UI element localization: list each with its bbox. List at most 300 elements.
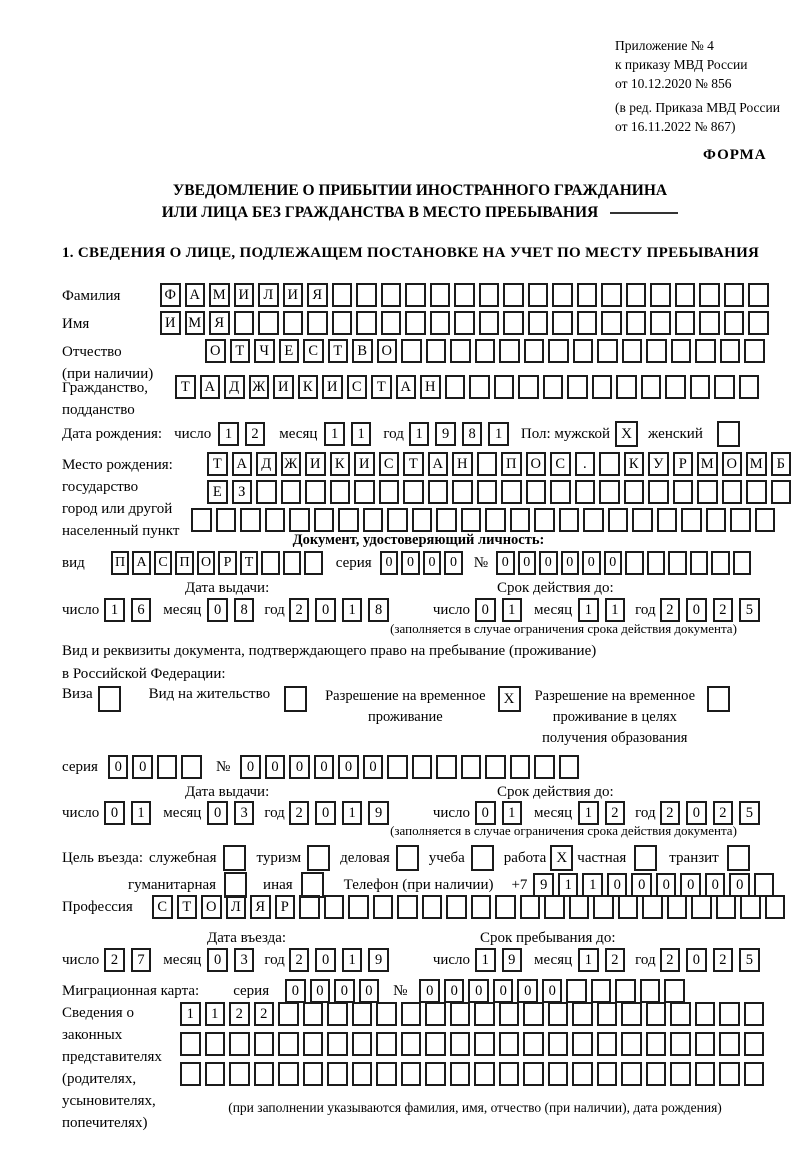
char-cell[interactable]: З: [232, 480, 253, 504]
char-cell[interactable]: [376, 1002, 397, 1026]
char-cell[interactable]: [528, 283, 549, 307]
char-cell[interactable]: [552, 283, 573, 307]
char-cell[interactable]: [265, 508, 286, 532]
char-cell[interactable]: [229, 1062, 250, 1086]
char-cell[interactable]: [599, 452, 620, 476]
char-cell[interactable]: [450, 339, 471, 363]
char-cell[interactable]: [446, 895, 467, 919]
char-cell[interactable]: [258, 311, 279, 335]
char-cell[interactable]: 0: [423, 551, 442, 575]
doc-issue-month-cells[interactable]: [207, 598, 260, 622]
char-cell[interactable]: [191, 508, 212, 532]
char-cell[interactable]: [278, 1062, 299, 1086]
char-cell[interactable]: [744, 1062, 765, 1086]
char-cell[interactable]: [601, 283, 622, 307]
char-cell[interactable]: 0: [493, 979, 514, 1003]
char-cell[interactable]: [572, 1032, 593, 1056]
char-cell[interactable]: 8: [368, 598, 389, 622]
char-cell[interactable]: 2: [289, 598, 310, 622]
char-cell[interactable]: [550, 480, 571, 504]
char-cell[interactable]: [454, 283, 475, 307]
char-cell[interactable]: [229, 1032, 250, 1056]
char-cell[interactable]: [597, 1032, 618, 1056]
char-cell[interactable]: [240, 508, 261, 532]
char-cell[interactable]: [401, 1002, 422, 1026]
char-cell[interactable]: А: [200, 375, 221, 399]
char-cell[interactable]: [624, 480, 645, 504]
char-cell[interactable]: К: [330, 452, 351, 476]
char-cell[interactable]: [569, 895, 590, 919]
char-cell[interactable]: И: [273, 375, 294, 399]
char-cell[interactable]: [461, 508, 482, 532]
char-cell[interactable]: [744, 1002, 765, 1026]
char-cell[interactable]: [327, 1002, 348, 1026]
char-cell[interactable]: [403, 480, 424, 504]
char-cell[interactable]: [518, 375, 539, 399]
char-cell[interactable]: П: [501, 452, 522, 476]
char-cell[interactable]: Л: [258, 283, 279, 307]
char-cell[interactable]: 2: [660, 801, 681, 825]
char-cell[interactable]: [376, 1062, 397, 1086]
char-cell[interactable]: 1: [578, 948, 599, 972]
char-cell[interactable]: [450, 1002, 471, 1026]
char-cell[interactable]: [632, 508, 653, 532]
char-cell[interactable]: [494, 375, 515, 399]
char-cell[interactable]: [278, 1032, 299, 1056]
char-cell[interactable]: [499, 1032, 520, 1056]
residence-permit-checkbox[interactable]: [284, 686, 307, 712]
char-cell[interactable]: [754, 873, 775, 897]
char-cell[interactable]: 1: [342, 598, 363, 622]
char-cell[interactable]: [746, 480, 767, 504]
char-cell[interactable]: [695, 1032, 716, 1056]
char-cell[interactable]: Ф: [160, 283, 181, 307]
char-cell[interactable]: 0: [444, 551, 463, 575]
doc-issue-year-cells[interactable]: [289, 598, 395, 622]
char-cell[interactable]: [657, 508, 678, 532]
char-cell[interactable]: [216, 508, 237, 532]
char-cell[interactable]: [599, 480, 620, 504]
char-cell[interactable]: 0: [289, 755, 310, 779]
char-cell[interactable]: 2: [660, 598, 681, 622]
char-cell[interactable]: [577, 283, 598, 307]
char-cell[interactable]: [524, 339, 545, 363]
rvp-number-cells[interactable]: [240, 755, 583, 779]
char-cell[interactable]: [724, 283, 745, 307]
char-cell[interactable]: [234, 311, 255, 335]
char-cell[interactable]: [436, 755, 457, 779]
char-cell[interactable]: П: [175, 551, 194, 575]
char-cell[interactable]: [733, 551, 752, 575]
char-cell[interactable]: [281, 480, 302, 504]
char-cell[interactable]: [583, 508, 604, 532]
char-cell[interactable]: Е: [279, 339, 300, 363]
char-cell[interactable]: [646, 1062, 667, 1086]
char-cell[interactable]: [332, 283, 353, 307]
phone-cells[interactable]: [533, 873, 778, 897]
rvp-issue-year-cells[interactable]: [289, 801, 395, 825]
char-cell[interactable]: [730, 508, 751, 532]
char-cell[interactable]: 0: [108, 755, 129, 779]
char-cell[interactable]: М: [746, 452, 767, 476]
birthplace-cells-row1[interactable]: [207, 452, 795, 476]
char-cell[interactable]: [289, 508, 310, 532]
char-cell[interactable]: 0: [561, 551, 580, 575]
char-cell[interactable]: А: [232, 452, 253, 476]
char-cell[interactable]: [180, 1032, 201, 1056]
char-cell[interactable]: [405, 311, 426, 335]
char-cell[interactable]: С: [152, 895, 173, 919]
char-cell[interactable]: [254, 1062, 275, 1086]
char-cell[interactable]: [307, 311, 328, 335]
char-cell[interactable]: 0: [207, 948, 228, 972]
char-cell[interactable]: 2: [713, 801, 734, 825]
char-cell[interactable]: [697, 480, 718, 504]
char-cell[interactable]: [722, 480, 743, 504]
char-cell[interactable]: [621, 1032, 642, 1056]
char-cell[interactable]: [618, 895, 639, 919]
char-cell[interactable]: [719, 1002, 740, 1026]
purpose-transit-checkbox[interactable]: [727, 845, 750, 871]
char-cell[interactable]: 8: [234, 598, 255, 622]
visa-checkbox[interactable]: [98, 686, 121, 712]
char-cell[interactable]: 1: [342, 948, 363, 972]
char-cell[interactable]: Т: [230, 339, 251, 363]
rvp-issue-day-cells[interactable]: [104, 801, 157, 825]
char-cell[interactable]: [716, 895, 737, 919]
char-cell[interactable]: Т: [207, 452, 228, 476]
rvp-series-cells[interactable]: [108, 755, 206, 779]
char-cell[interactable]: 1: [502, 598, 523, 622]
char-cell[interactable]: [719, 1062, 740, 1086]
char-cell[interactable]: [552, 311, 573, 335]
char-cell[interactable]: [548, 1002, 569, 1026]
char-cell[interactable]: О: [205, 339, 226, 363]
char-cell[interactable]: 1: [205, 1002, 226, 1026]
char-cell[interactable]: [665, 375, 686, 399]
char-cell[interactable]: 1: [409, 422, 430, 446]
char-cell[interactable]: [352, 1002, 373, 1026]
char-cell[interactable]: [381, 283, 402, 307]
char-cell[interactable]: [381, 311, 402, 335]
char-cell[interactable]: [477, 480, 498, 504]
char-cell[interactable]: [695, 339, 716, 363]
char-cell[interactable]: 0: [314, 755, 335, 779]
char-cell[interactable]: [621, 1002, 642, 1026]
char-cell[interactable]: [354, 480, 375, 504]
char-cell[interactable]: [261, 551, 280, 575]
stay-month-cells[interactable]: [578, 948, 631, 972]
char-cell[interactable]: [461, 755, 482, 779]
char-cell[interactable]: 1: [605, 598, 626, 622]
char-cell[interactable]: [373, 895, 394, 919]
char-cell[interactable]: [771, 480, 792, 504]
entry-day-cells[interactable]: [104, 948, 157, 972]
char-cell[interactable]: 2: [104, 948, 125, 972]
char-cell[interactable]: [356, 311, 377, 335]
char-cell[interactable]: Б: [771, 452, 792, 476]
purpose-study-checkbox[interactable]: [471, 845, 494, 871]
char-cell[interactable]: [428, 480, 449, 504]
char-cell[interactable]: [744, 339, 765, 363]
char-cell[interactable]: 0: [315, 948, 336, 972]
char-cell[interactable]: 0: [334, 979, 355, 1003]
char-cell[interactable]: [543, 375, 564, 399]
char-cell[interactable]: А: [428, 452, 449, 476]
char-cell[interactable]: [425, 1062, 446, 1086]
char-cell[interactable]: [755, 508, 776, 532]
char-cell[interactable]: 2: [713, 948, 734, 972]
char-cell[interactable]: Я: [250, 895, 271, 919]
patronymic-cells[interactable]: [205, 339, 769, 363]
char-cell[interactable]: [401, 339, 422, 363]
temp-residence-checkbox[interactable]: X: [498, 686, 521, 712]
char-cell[interactable]: [559, 508, 580, 532]
char-cell[interactable]: [573, 339, 594, 363]
char-cell[interactable]: И: [322, 375, 343, 399]
char-cell[interactable]: [615, 979, 636, 1003]
char-cell[interactable]: И: [305, 452, 326, 476]
char-cell[interactable]: [608, 508, 629, 532]
char-cell[interactable]: [572, 1062, 593, 1086]
char-cell[interactable]: 3: [234, 948, 255, 972]
char-cell[interactable]: Ж: [281, 452, 302, 476]
char-cell[interactable]: [597, 339, 618, 363]
char-cell[interactable]: В: [352, 339, 373, 363]
char-cell[interactable]: [157, 755, 178, 779]
char-cell[interactable]: 0: [686, 948, 707, 972]
char-cell[interactable]: 0: [686, 598, 707, 622]
char-cell[interactable]: [256, 480, 277, 504]
char-cell[interactable]: [566, 979, 587, 1003]
char-cell[interactable]: 9: [368, 801, 389, 825]
char-cell[interactable]: Р: [673, 452, 694, 476]
char-cell[interactable]: [670, 1032, 691, 1056]
char-cell[interactable]: [650, 311, 671, 335]
char-cell[interactable]: [278, 1002, 299, 1026]
char-cell[interactable]: [740, 895, 761, 919]
char-cell[interactable]: 0: [380, 551, 399, 575]
char-cell[interactable]: [646, 1032, 667, 1056]
purpose-work-checkbox[interactable]: X: [550, 845, 573, 871]
char-cell[interactable]: [352, 1032, 373, 1056]
char-cell[interactable]: 2: [245, 422, 266, 446]
char-cell[interactable]: 0: [475, 598, 496, 622]
char-cell[interactable]: [452, 480, 473, 504]
migration-number-cells[interactable]: [419, 979, 689, 1003]
char-cell[interactable]: 0: [680, 873, 701, 897]
char-cell[interactable]: [622, 339, 643, 363]
char-cell[interactable]: 0: [729, 873, 750, 897]
stay-day-cells[interactable]: [475, 948, 528, 972]
char-cell[interactable]: [699, 311, 720, 335]
char-cell[interactable]: [748, 311, 769, 335]
char-cell[interactable]: С: [303, 339, 324, 363]
char-cell[interactable]: [405, 283, 426, 307]
char-cell[interactable]: Ч: [254, 339, 275, 363]
char-cell[interactable]: Т: [371, 375, 392, 399]
char-cell[interactable]: 1: [558, 873, 579, 897]
representatives-cells-row3[interactable]: [180, 1062, 768, 1086]
char-cell[interactable]: [548, 1032, 569, 1056]
char-cell[interactable]: [577, 311, 598, 335]
char-cell[interactable]: [681, 508, 702, 532]
char-cell[interactable]: 1: [218, 422, 239, 446]
char-cell[interactable]: [544, 895, 565, 919]
char-cell[interactable]: 9: [435, 422, 456, 446]
char-cell[interactable]: 0: [542, 979, 563, 1003]
char-cell[interactable]: [450, 1032, 471, 1056]
char-cell[interactable]: [699, 283, 720, 307]
char-cell[interactable]: М: [697, 452, 718, 476]
surname-cells[interactable]: [160, 283, 773, 307]
char-cell[interactable]: 0: [496, 551, 515, 575]
char-cell[interactable]: [534, 508, 555, 532]
char-cell[interactable]: [720, 339, 741, 363]
birthplace-cells-row2[interactable]: [207, 480, 795, 504]
char-cell[interactable]: [671, 339, 692, 363]
char-cell[interactable]: [401, 1062, 422, 1086]
char-cell[interactable]: [205, 1062, 226, 1086]
char-cell[interactable]: [401, 1032, 422, 1056]
char-cell[interactable]: [520, 895, 541, 919]
char-cell[interactable]: [479, 283, 500, 307]
char-cell[interactable]: 1: [180, 1002, 201, 1026]
char-cell[interactable]: М: [185, 311, 206, 335]
char-cell[interactable]: Е: [207, 480, 228, 504]
char-cell[interactable]: [650, 283, 671, 307]
char-cell[interactable]: [356, 283, 377, 307]
char-cell[interactable]: [597, 1062, 618, 1086]
char-cell[interactable]: 3: [234, 801, 255, 825]
char-cell[interactable]: 1: [488, 422, 509, 446]
char-cell[interactable]: [475, 339, 496, 363]
char-cell[interactable]: [575, 480, 596, 504]
char-cell[interactable]: [690, 551, 709, 575]
rvp-valid-year-cells[interactable]: [660, 801, 766, 825]
char-cell[interactable]: 0: [363, 755, 384, 779]
migration-series-cells[interactable]: [285, 979, 383, 1003]
char-cell[interactable]: [469, 375, 490, 399]
char-cell[interactable]: [567, 375, 588, 399]
char-cell[interactable]: Т: [403, 452, 424, 476]
char-cell[interactable]: С: [154, 551, 173, 575]
citizenship-cells[interactable]: [175, 375, 763, 399]
doc-number-cells[interactable]: [496, 551, 754, 575]
char-cell[interactable]: [363, 508, 384, 532]
char-cell[interactable]: [626, 283, 647, 307]
char-cell[interactable]: 1: [324, 422, 345, 446]
char-cell[interactable]: [690, 375, 711, 399]
char-cell[interactable]: 5: [739, 801, 760, 825]
char-cell[interactable]: 1: [582, 873, 603, 897]
char-cell[interactable]: [303, 1002, 324, 1026]
char-cell[interactable]: [376, 1032, 397, 1056]
representatives-cells-row2[interactable]: [180, 1032, 768, 1056]
char-cell[interactable]: [591, 979, 612, 1003]
char-cell[interactable]: [548, 339, 569, 363]
char-cell[interactable]: Т: [177, 895, 198, 919]
char-cell[interactable]: [327, 1032, 348, 1056]
char-cell[interactable]: [501, 480, 522, 504]
char-cell[interactable]: [673, 480, 694, 504]
char-cell[interactable]: [387, 508, 408, 532]
char-cell[interactable]: И: [234, 283, 255, 307]
char-cell[interactable]: 2: [229, 1002, 250, 1026]
doc-series-cells[interactable]: [380, 551, 466, 575]
char-cell[interactable]: [314, 508, 335, 532]
char-cell[interactable]: [324, 895, 345, 919]
char-cell[interactable]: [445, 375, 466, 399]
char-cell[interactable]: [695, 1002, 716, 1026]
char-cell[interactable]: [675, 283, 696, 307]
char-cell[interactable]: А: [185, 283, 206, 307]
char-cell[interactable]: 0: [401, 551, 420, 575]
char-cell[interactable]: [510, 508, 531, 532]
char-cell[interactable]: [691, 895, 712, 919]
char-cell[interactable]: [646, 339, 667, 363]
char-cell[interactable]: 1: [351, 422, 372, 446]
char-cell[interactable]: [181, 755, 202, 779]
char-cell[interactable]: И: [160, 311, 181, 335]
char-cell[interactable]: 1: [342, 801, 363, 825]
representatives-cells-row1[interactable]: [180, 1002, 768, 1026]
char-cell[interactable]: [642, 895, 663, 919]
char-cell[interactable]: [739, 375, 760, 399]
char-cell[interactable]: [303, 1062, 324, 1086]
char-cell[interactable]: 0: [315, 801, 336, 825]
char-cell[interactable]: 0: [604, 551, 623, 575]
char-cell[interactable]: 0: [475, 801, 496, 825]
char-cell[interactable]: [503, 283, 524, 307]
char-cell[interactable]: Т: [175, 375, 196, 399]
purpose-tourism-checkbox[interactable]: [307, 845, 330, 871]
char-cell[interactable]: 0: [705, 873, 726, 897]
char-cell[interactable]: [454, 311, 475, 335]
char-cell[interactable]: [646, 1002, 667, 1026]
char-cell[interactable]: [625, 551, 644, 575]
char-cell[interactable]: 6: [131, 598, 152, 622]
char-cell[interactable]: [597, 1002, 618, 1026]
char-cell[interactable]: М: [209, 283, 230, 307]
char-cell[interactable]: О: [526, 452, 547, 476]
char-cell[interactable]: [593, 895, 614, 919]
char-cell[interactable]: Л: [226, 895, 247, 919]
char-cell[interactable]: [477, 452, 498, 476]
char-cell[interactable]: [425, 1032, 446, 1056]
char-cell[interactable]: [601, 311, 622, 335]
char-cell[interactable]: [526, 480, 547, 504]
char-cell[interactable]: 0: [582, 551, 601, 575]
purpose-business-checkbox[interactable]: [396, 845, 419, 871]
char-cell[interactable]: [621, 1062, 642, 1086]
char-cell[interactable]: П: [111, 551, 130, 575]
char-cell[interactable]: [648, 480, 669, 504]
char-cell[interactable]: [283, 311, 304, 335]
char-cell[interactable]: 2: [254, 1002, 275, 1026]
doc-valid-year-cells[interactable]: [660, 598, 766, 622]
char-cell[interactable]: [499, 1062, 520, 1086]
char-cell[interactable]: [412, 508, 433, 532]
char-cell[interactable]: [330, 480, 351, 504]
char-cell[interactable]: [670, 1002, 691, 1026]
char-cell[interactable]: [205, 1032, 226, 1056]
doc-valid-day-cells[interactable]: [475, 598, 528, 622]
char-cell[interactable]: 0: [104, 801, 125, 825]
rvp-issue-month-cells[interactable]: [207, 801, 260, 825]
char-cell[interactable]: 2: [660, 948, 681, 972]
char-cell[interactable]: С: [347, 375, 368, 399]
